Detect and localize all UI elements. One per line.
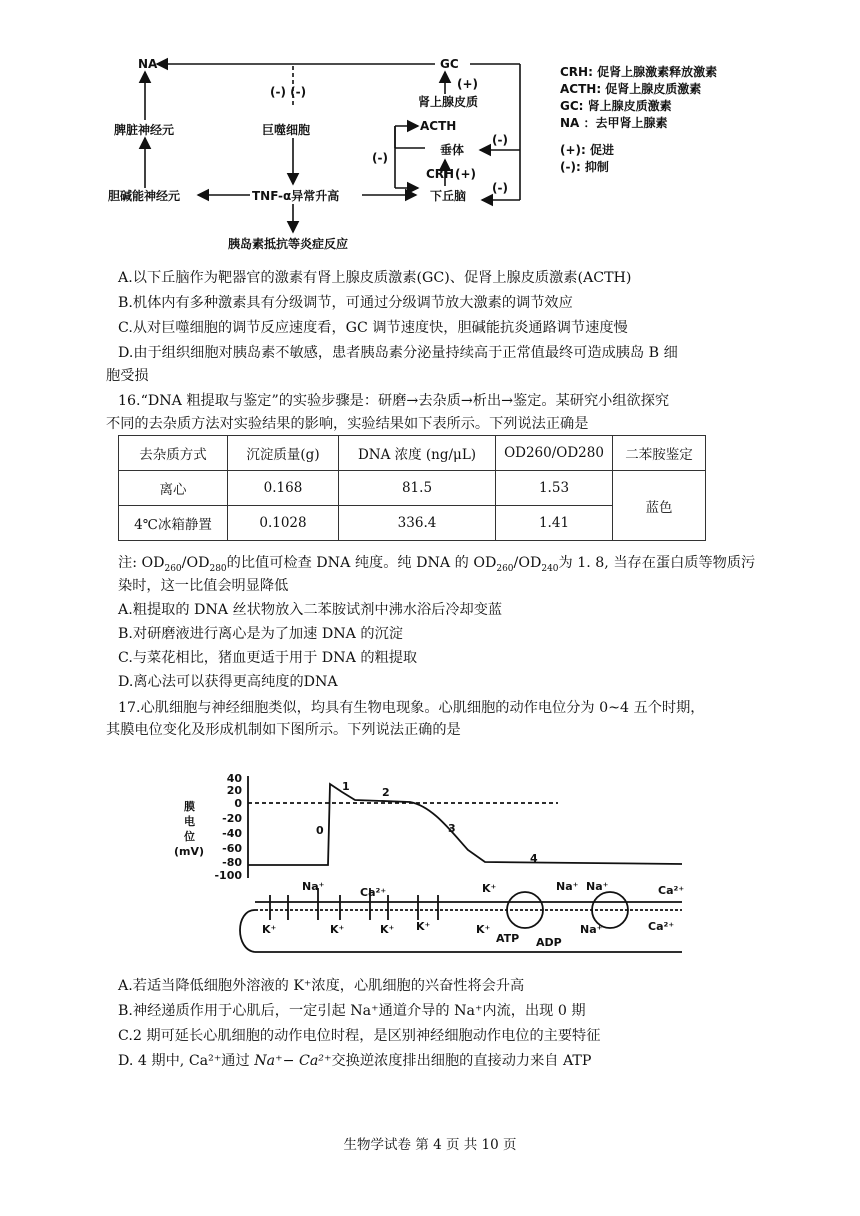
q17-stem-cont: 其膜电位变化及形成机制如下图所示。下列说法正确的是 [106,722,461,738]
q15-option-d-cont: 胞受损 [106,368,149,384]
table-cell: 0.1028 [228,506,339,541]
phase-3-label: 3 [448,822,456,835]
table-header: 沉淀质量(g) [228,436,339,471]
option-d-text: 交换逆浓度排出细胞的直接动力来自 ATP [331,1053,592,1069]
table-cell: 336.4 [339,506,496,541]
hormone-regulation-diagram [100,48,540,258]
legend-na: NA ：去甲肾上腺素 [560,116,668,130]
sign-plus-crh: (+) [455,167,477,181]
note-text: 为 1. 8, 当存在蛋白质等物质污 [558,555,756,571]
table-cell: 0.168 [228,471,339,506]
legend-inhibit: (-): 抑制 [560,160,609,174]
ion-na-3: Na⁺ [586,880,609,893]
note-sub: 260 [164,563,182,574]
ion-ca-3: Ca²⁺ [648,920,675,933]
node-tnf: TNF-α异常升高 [252,189,340,203]
ion-k-4: K⁺ [416,920,431,933]
note-sub: 280 [209,563,227,574]
tick-label: 20 [226,784,242,797]
node-crh: CRH [426,167,455,181]
tick-label: 40 [226,772,242,785]
q16-stem-cont: 不同的去杂质方法对实验结果的影响，实验结果如下表所示。下列说法正确是 [106,416,589,432]
q16-results-table [118,435,706,541]
ion-k-3: K⁺ [380,923,395,936]
q16-option-c: C.与菜花相比，猪血更适于用于 DNA 的粗提取 [118,650,418,666]
ylabel-1: 膜 [184,800,195,813]
tick-label: -80 [222,856,242,869]
table-header: OD260/OD280 [496,436,613,471]
tick-label: -20 [222,812,242,825]
ion-k-5: K⁺ [482,882,497,895]
note-text: 注: OD [118,555,165,571]
legend-gc: GC: 肾上腺皮质激素 [560,99,672,113]
q16-option-d: D.离心法可以获得更高纯度的DNA [118,674,338,690]
ylabel-3: 位 [184,830,195,843]
sign-minus-hypothalamus: (-) [492,181,508,195]
label-adp: ADP [536,936,562,949]
q17-stem: 17.心肌细胞与神经细胞类似，均具有生物电现象。心肌细胞的动作电位分为 0~4 五个时期， [118,700,705,716]
phase-2-label: 2 [382,786,390,799]
ion-na-4: Na⁺ [580,923,603,936]
note-text: 的比值可检查 DNA 纯度。纯 DNA 的 OD [226,555,497,571]
exchanger-formula: Na⁺− Ca²⁺ [254,1053,332,1069]
q16-stem: 16.“DNA 粗提取与鉴定”的实验步骤是：研磨→去杂质→析出→鉴定。某研究小组欲探究 [118,393,670,409]
node-hypothalamus: 下丘脑 [430,189,467,203]
node-pituitary: 垂体 [440,143,465,157]
q17-option-c: C.2 期可延长心肌细胞的动作电位时程，是区别神经细胞动作电位的主要特征 [118,1028,601,1044]
node-spleen-neuron: 脾脏神经元 [114,123,175,137]
q16-option-b: B.对研磨液进行离心是为了加速 DNA 的沉淀 [118,626,403,642]
legend-acth: ACTH: 促肾上腺皮质激素 [560,82,702,96]
ion-ca-1: Ca²⁺ [360,886,387,899]
phase-0-label: 0 [316,824,324,837]
page-footer: 生物学试卷 第 4 页 共 10 页 [343,1137,517,1153]
tick-label: -40 [222,827,242,840]
q15-option-d: D.由于组织细胞对胰岛素不敏感，患者胰岛素分泌量持续高于正常值最终可造成胰岛 B 细 [118,345,678,361]
q15-option-a: A.以下丘脑作为靶器官的激素有肾上腺皮质激素(GC)、促肾上腺皮质激素(ACTH) [118,270,632,286]
legend-crh: CRH: 促肾上腺激素释放激素 [560,65,718,79]
cell-end [240,910,255,952]
ion-k-1: K⁺ [262,923,277,936]
q16-option-a: A.粗提取的 DNA 丝状物放入二苯胺试剂中沸水浴后冷却变蓝 [118,602,503,618]
node-acth: ACTH [420,119,457,133]
ion-na-1: Na⁺ [302,880,325,893]
action-potential-curve [248,784,682,865]
sign-plus-gc: (+) [457,77,479,91]
q15-option-b: B.机体内有多种激素具有分级调节，可通过分级调节放大激素的调节效应 [118,295,573,311]
ion-na-2: Na⁺ [556,880,579,893]
phase-1-label: 1 [342,780,350,793]
ion-k-2: K⁺ [330,923,345,936]
table-cell: 4℃冰箱静置 [119,506,228,541]
table-header-row [119,436,706,471]
ylabel-unit: (mV) [174,845,205,858]
tick-label: 0 [234,797,242,810]
table-cell: 离心 [119,471,228,506]
q17-option-a: A.若适当降低细胞外溶液的 K⁺浓度，心肌细胞的兴奋性将会升高 [118,978,525,994]
table-cell: 1.53 [496,471,613,506]
tick-label: -100 [214,869,242,882]
label-atp: ATP [496,932,520,945]
tick-label: -60 [222,842,242,855]
note-text: /OD [181,555,210,571]
q15-option-c: C.从对巨噬细胞的调节反应速度看，GC 调节速度快，胆碱能抗炎通路调节速度慢 [118,320,628,336]
q17-option-d [118,1051,591,1071]
phase-4-label: 4 [530,852,538,865]
q16-note [118,553,755,579]
sign-minus-left: (-) [372,151,388,165]
table-cell-diphenylamine: 蓝色 [613,471,706,541]
note-sub: 260 [496,563,514,574]
table-header: 去杂质方式 [119,436,228,471]
node-macrophage: 巨噬细胞 [262,123,311,137]
sign-neg-neg: (-) (-) [270,85,307,99]
table-row [119,471,706,506]
diagram-legend [560,64,717,176]
ion-ca-2: Ca²⁺ [658,884,685,897]
sign-minus-pituitary: (-) [492,133,508,147]
node-cholinergic-neuron: 胆碱能神经元 [108,189,181,203]
q17-option-b: B.神经递质作用于心肌后，一定引起 Na⁺通道介导的 Na⁺内流，出现 0 期 [118,1003,586,1019]
legend-promote: (+): 促进 [560,143,615,157]
note-text: /OD [513,555,542,571]
ion-channels [270,888,438,920]
table-cell: 1.41 [496,506,613,541]
node-na: NA [138,57,158,71]
ylabel-2: 电 [184,815,195,828]
node-insulin-resistance: 胰岛素抵抗等炎症反应 [228,237,349,251]
option-d-text: D. 4 期中, Ca²⁺通过 [118,1053,255,1069]
node-adrenal-cortex: 肾上腺皮质 [418,95,479,109]
table-header: DNA 浓度 (ng/μL) [339,436,496,471]
note-sub: 240 [541,563,559,574]
action-potential-figure [170,770,710,960]
table-header: 二苯胺鉴定 [613,436,706,471]
node-gc: GC [440,57,459,71]
ion-k-6: K⁺ [476,923,491,936]
table-cell: 81.5 [339,471,496,506]
q16-note-cont: 染时，这一比值会明显降低 [118,578,289,594]
